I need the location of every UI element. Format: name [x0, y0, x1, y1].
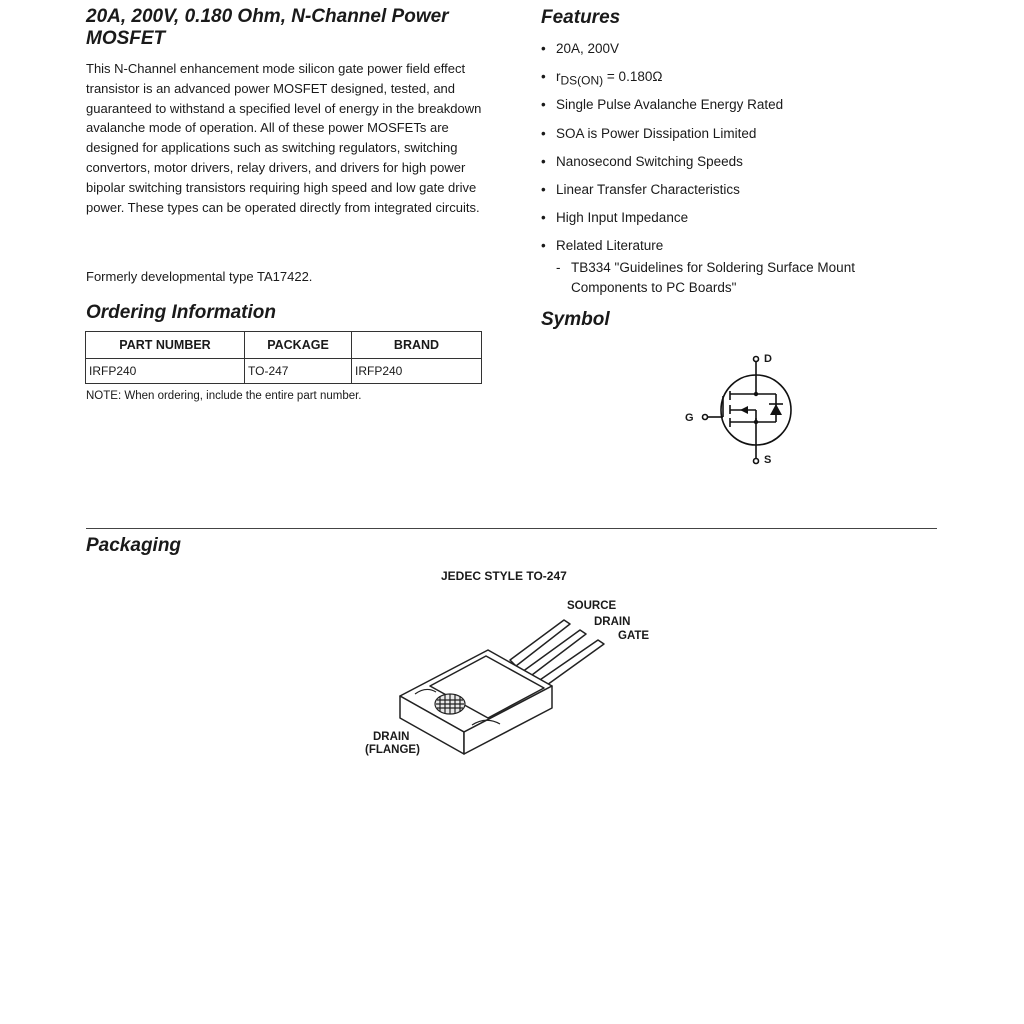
column-header-brand: BRAND: [352, 332, 482, 359]
page-title: 20A, 200V, 0.180 Ohm, N-Channel Power MOSFET: [86, 6, 449, 49]
column-header-part-number: PART NUMBER: [86, 332, 245, 359]
description-paragraph: This N-Channel enhancement mode silicon gate power field effect transistor is an advanced power MOSFET designed, tested, and guaranteed to withstand a specified level of energy in the breakdown avalanche mode of operation. All of these power MOSFETs are designed for applications such as switching regulators, switching convertors, motor drivers, relay drivers, and drivers for high power bipolar switching transistors requiring high speed and low gate drive power. These types can be operated directly from integrated circuits.: [86, 61, 482, 215]
ordering-table: [85, 331, 482, 384]
features-heading: Features: [541, 7, 621, 28]
section-divider: [86, 528, 937, 529]
literature-text: TB334 "Guidelines for Soldering Surface Mount Components to PC Boards": [571, 260, 855, 295]
feature-text: Single Pulse Avalanche Energy Rated: [556, 97, 784, 113]
list-item: [541, 38, 941, 66]
bullet-icon: •: [541, 238, 546, 254]
features-list: [541, 38, 941, 264]
list-item: [541, 179, 941, 207]
symbol-source-label: S: [764, 454, 772, 466]
dash-icon: -: [556, 260, 561, 275]
bullet-icon: •: [541, 181, 546, 197]
ordering-heading: Ordering Information: [86, 302, 276, 323]
literature-item: [556, 258, 916, 297]
bullet-icon: •: [541, 97, 546, 113]
list-item: [541, 151, 941, 179]
list-item: [541, 123, 941, 151]
feature-text: Linear Transfer Characteristics: [556, 181, 740, 197]
pin-label-source: SOURCE: [567, 600, 617, 612]
symbol-gate-label: G: [685, 412, 694, 424]
cell-package: TO-247: [245, 359, 352, 384]
cell-brand: IRFP240: [352, 359, 482, 384]
feature-text: SOA is Power Dissipation Limited: [556, 125, 757, 141]
bullet-icon: •: [541, 69, 546, 85]
packaging-heading: Packaging: [86, 535, 182, 556]
rds-value: = 0.180Ω: [603, 69, 663, 85]
cell-part-number: IRFP240: [86, 359, 245, 384]
list-item: [541, 66, 941, 94]
list-item: [541, 207, 941, 235]
rds-symbol: r: [556, 69, 561, 85]
symbol-heading: Symbol: [541, 309, 610, 330]
bullet-icon: •: [541, 153, 546, 169]
symbol-drain-label: D: [764, 353, 772, 365]
flange-label-drain: DRAIN: [373, 731, 410, 743]
ordering-note: NOTE: When ordering, include the entire part number.: [86, 390, 362, 402]
column-header-package: PACKAGE: [245, 332, 352, 359]
mosfet-symbol-icon: [690, 350, 800, 470]
table-row: [86, 359, 482, 384]
bullet-icon: •: [541, 41, 546, 56]
pin-label-gate: GATE: [618, 630, 650, 642]
bullet-icon: •: [541, 125, 546, 141]
pin-label-drain: DRAIN: [594, 616, 631, 628]
flange-label-flange: (FLANGE): [365, 744, 420, 756]
rds-subscript: DS(ON): [560, 73, 604, 88]
bullet-icon: •: [541, 210, 546, 226]
feature-text: 20A, 200V: [556, 41, 620, 56]
list-item: [541, 94, 941, 122]
table-header-row: [86, 332, 482, 359]
to247-package-icon: [390, 608, 620, 758]
feature-text: Nanosecond Switching Speeds: [556, 153, 743, 169]
feature-text: High Input Impedance: [556, 210, 689, 226]
feature-text: Related Literature: [556, 238, 664, 254]
rds-feature: [556, 69, 663, 88]
package-caption: JEDEC STYLE TO-247: [441, 569, 567, 583]
formerly-note: Formerly developmental type TA17422.: [86, 269, 313, 284]
